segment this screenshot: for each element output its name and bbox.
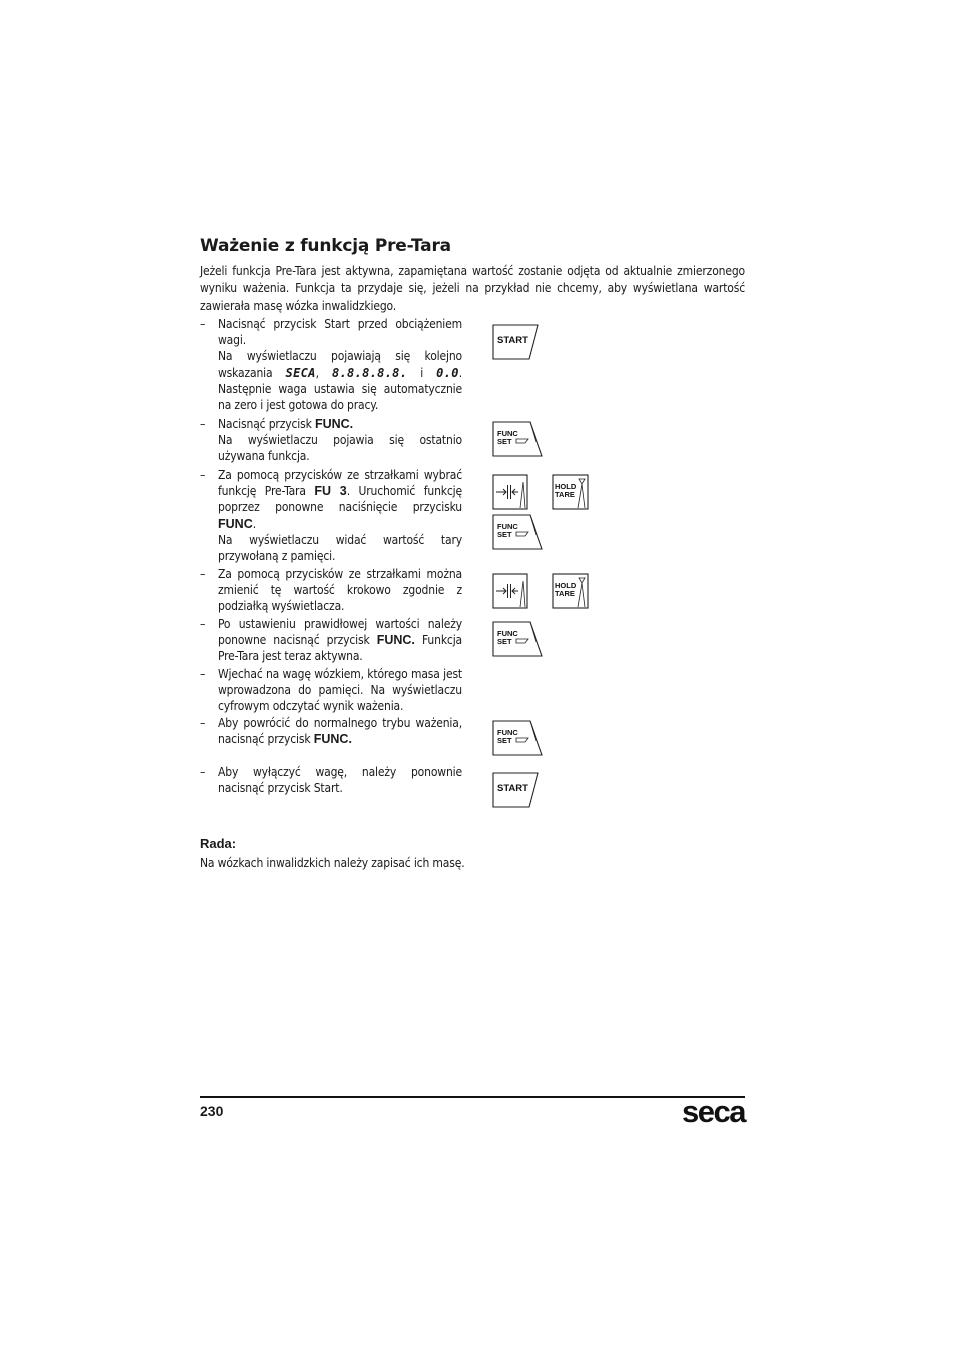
page-number: 230: [200, 1103, 224, 1119]
step-3-note: Na wyświetlaczu widać wartość tary przywołaną z pamięci.: [218, 532, 462, 564]
step-5-text: [218, 616, 462, 665]
tip-title: Rada:: [200, 836, 237, 851]
step-7-text: [218, 715, 462, 747]
set-key-label: SET: [497, 437, 512, 446]
step-1-display-outro: . Następnie waga ustawia się automatycznie na zero i jest gotowa do pracy.: [218, 365, 462, 413]
step-3-text-a: Za pomocą przycisków ze strzałkami wybrać funkcję Pre-Tara: [218, 468, 462, 499]
set-key-label: SET: [497, 736, 512, 745]
step-3: [200, 467, 462, 564]
step-2: [200, 416, 462, 465]
func-keyword: FUNC.: [376, 633, 415, 648]
step-3-text: [218, 467, 462, 532]
func-keyword: FUNC.: [313, 732, 352, 747]
step-2-note: Na wyświetlaczu pojawia się ostatnio używana funkcja.: [218, 433, 462, 464]
func-key-label: FUNC: [497, 629, 518, 638]
tip-text: Na wózkach inwalidzkich należy zapisać ich masę.: [200, 856, 465, 870]
step-1-text: Nacisnąć przycisk Start przed obciążeniem wagi.: [218, 317, 462, 348]
display-segments: 8.8.8.8.8.: [331, 365, 408, 380]
hold-tare-key-icon: [552, 573, 589, 609]
separator: i: [420, 365, 424, 380]
step-1-display-intro: Na wyświetlaczu pojawiają się kolejno wskazania: [218, 349, 462, 380]
step-8: [200, 764, 462, 796]
step-1-display-text: [218, 348, 462, 413]
hold-key-label: HOLD: [555, 482, 577, 491]
arrow-key-icon: [492, 573, 528, 609]
hold-tare-key-icon: [552, 474, 589, 510]
step-3-text-c: . Uruchomić funkcję poprzez ponowne naciśnięcie przycisku: [218, 484, 462, 515]
step-4-text: Za pomocą przycisków ze strzałkami można zmienić tę wartość krokowo zgodnie z podziałką wyświetlacza.: [218, 567, 462, 614]
start-key-label: START: [497, 783, 528, 794]
func-key-label: FUNC: [497, 522, 518, 531]
tare-key-label: TARE: [555, 490, 575, 499]
dash: –: [200, 667, 206, 681]
start-key-icon: [492, 772, 540, 808]
fu3-keyword: FU 3: [314, 484, 347, 499]
func-keyword: FUNC.: [314, 417, 354, 431]
step-7: [200, 715, 462, 747]
tare-key-label: TARE: [555, 589, 575, 598]
func-set-key-icon: [492, 720, 544, 757]
dash: –: [200, 417, 206, 431]
step-4: [200, 566, 462, 615]
func-set-key-icon: [492, 621, 544, 658]
func-set-key-icon: [492, 421, 544, 458]
dash: –: [200, 317, 206, 331]
display-seca: SECA: [285, 365, 316, 380]
step-6: [200, 666, 462, 715]
footer-divider: [200, 1096, 745, 1098]
step-7-text-a: Aby powrócić do normalnego trybu ważenia, nacisnąć przycisk: [218, 716, 462, 747]
dash: –: [200, 567, 206, 581]
intro-paragraph: Jeżeli funkcja Pre-Tara jest aktywna, zapamiętana wartość zostanie odjęta od aktualnie zmierzonego wyniku ważenia. Funkcja ta przydaje się, jeżeli na przykład nie chcemy, aby wyświetlana wartość zawierała masę wózka inwalidzkiego.: [200, 264, 745, 313]
section-title: Ważenie z funkcją Pre-Tara: [200, 236, 451, 256]
func-set-key-icon: [492, 514, 544, 551]
set-key-label: SET: [497, 637, 512, 646]
step-8-text: Aby wyłączyć wagę, należy ponownie nacisnąć przycisk Start.: [218, 765, 462, 796]
arrow-key-icon: [492, 474, 528, 510]
separator: ,: [315, 365, 319, 380]
step-5-text-c: Funkcja Pre-Tara jest teraz aktywna.: [218, 633, 463, 664]
dash: –: [200, 716, 206, 730]
dash: –: [200, 468, 206, 482]
step-5-text-a: Po ustawieniu prawidłowej wartości należy ponowne nacisnąć przycisk: [218, 617, 462, 648]
step-2-text-a: Nacisnąć przycisk: [218, 417, 312, 431]
step-1: [200, 316, 462, 413]
dash: –: [200, 765, 206, 779]
start-key-icon: [492, 324, 540, 360]
step-3-text-e: .: [252, 516, 256, 531]
step-5: [200, 616, 462, 665]
hold-key-label: HOLD: [555, 581, 577, 590]
dash: –: [200, 617, 206, 631]
step-6-text: Wjechać na wagę wózkiem, którego masa jest wprowadzona do pamięci. Na wyświetlaczu cyfrowym odczytać wynik ważenia.: [218, 667, 462, 714]
set-key-label: SET: [497, 530, 512, 539]
func-key-label: FUNC: [497, 728, 518, 737]
seca-logo: seca: [682, 1094, 745, 1129]
func-key-label: FUNC: [497, 429, 518, 438]
func-keyword: FUNC: [218, 516, 253, 531]
step-2-text: [218, 416, 462, 432]
start-key-label: START: [497, 335, 528, 346]
display-zero: 0.0: [436, 365, 459, 380]
